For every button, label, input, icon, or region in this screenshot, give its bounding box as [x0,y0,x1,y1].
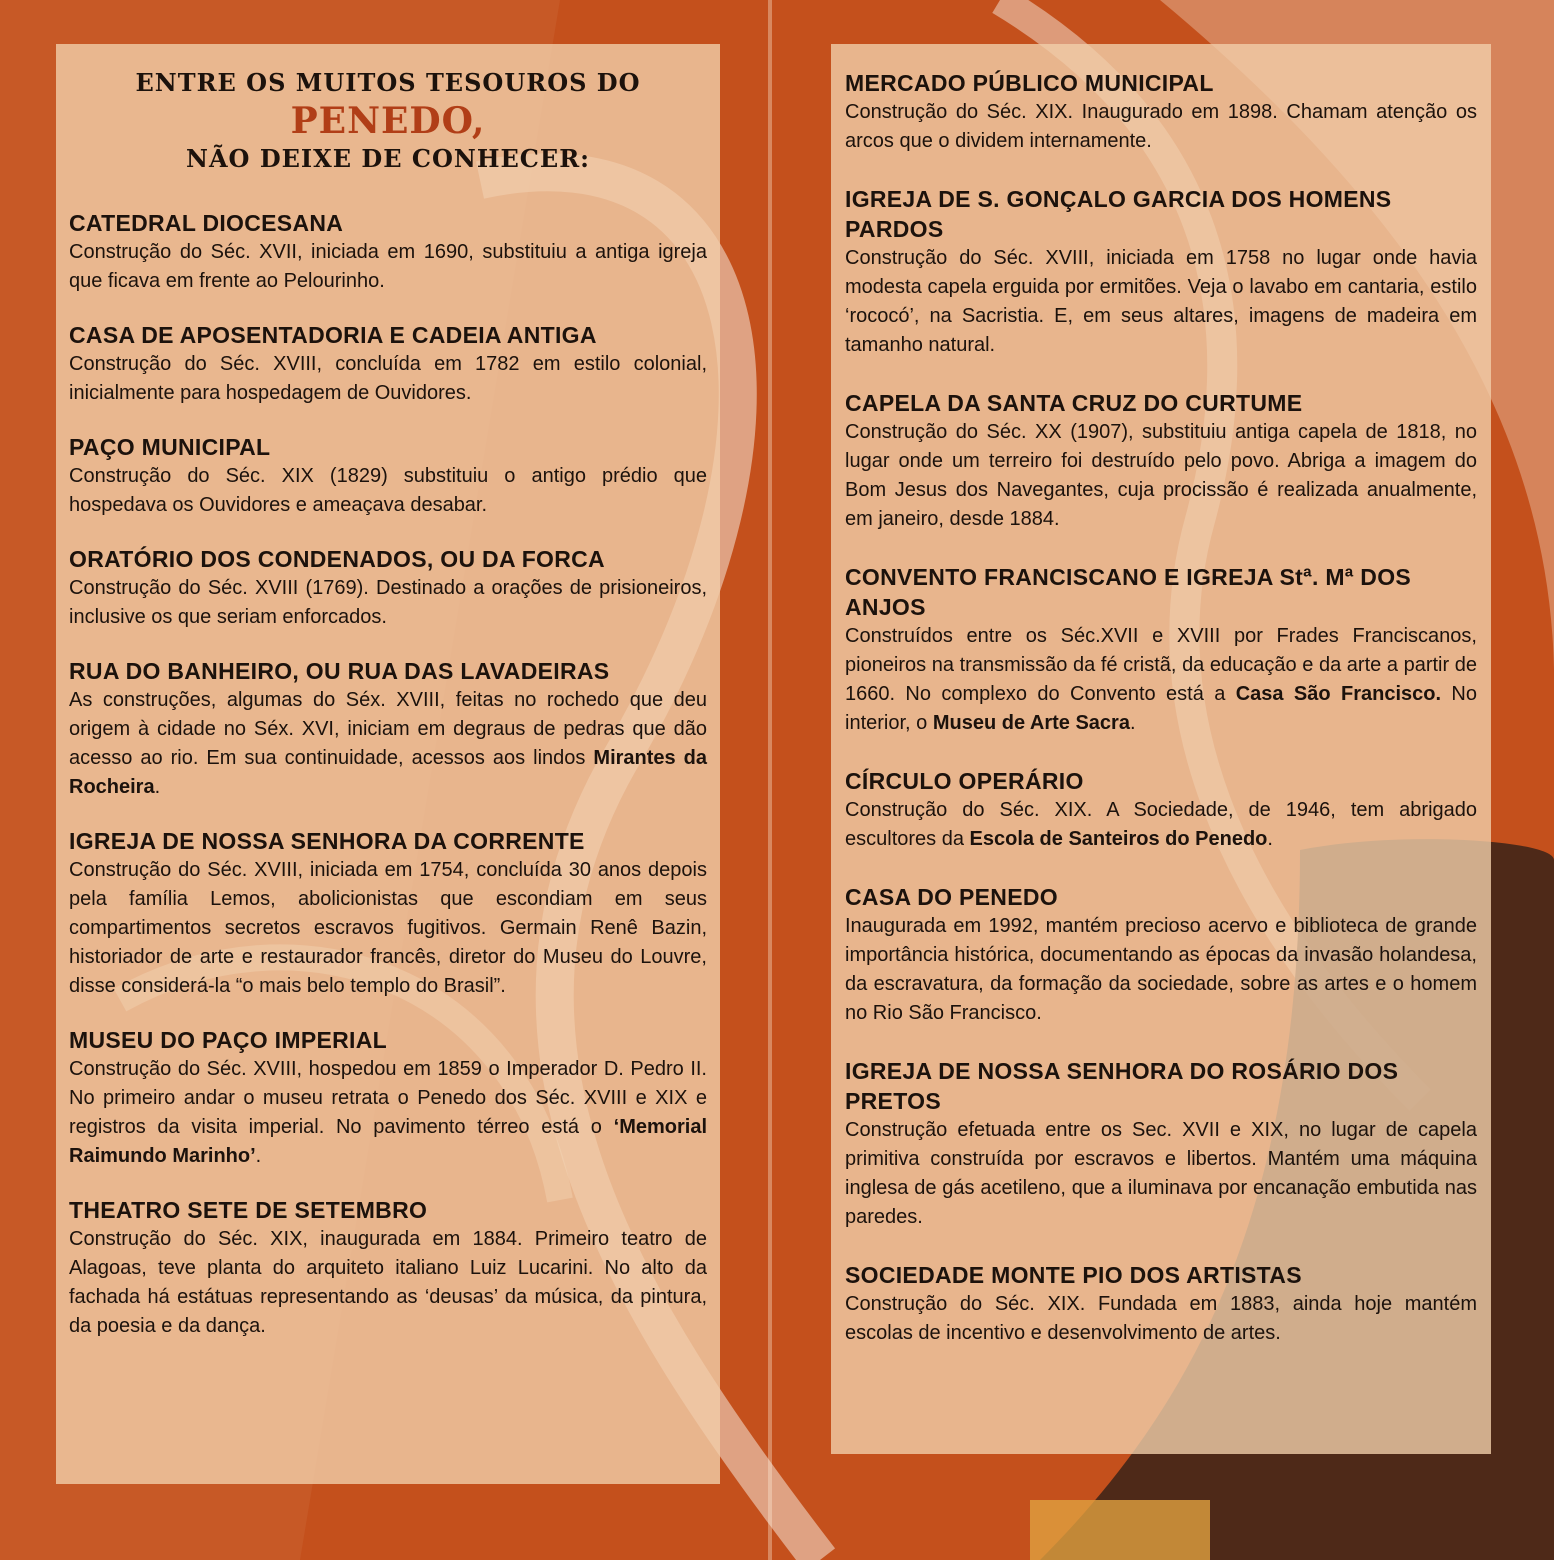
landmark-description [845,796,1477,854]
description-text: Construção do Séc. XIX. Inaugurado em 1898. Chamam atenção os arcos que o dividem internamente. [845,101,1477,152]
intro-line-3: NÃO DEIXE DE CONHECER: [186,144,590,173]
landmark-title: CONVENTO FRANCISCANO E IGREJA Stª. Mª DOS ANJOS [845,564,1412,620]
description-text: No interior, o [845,683,1477,734]
landmark-title: ORATÓRIO DOS CONDENADOS, OU DA FORCA [69,546,605,572]
left-entry-list [69,208,707,1341]
landmark-description [845,912,1477,1028]
landmark-description [845,1116,1477,1232]
intro-line-1: ENTRE OS MUITOS TESOUROS DO [135,68,641,97]
description-text: Construção efetuada entre os Sec. XVII e XIX, no lugar de capela primitiva construída por escravos e libertos. Mantém uma máquina inglesa de gás acetileno, que a iluminava por encanação embutida nas paredes. [845,1119,1477,1228]
landmark-entry [845,562,1477,738]
landmark-title: THEATRO SETE DE SETEMBRO [69,1197,428,1223]
landmark-title: CATEDRAL DIOCESANA [69,210,344,236]
highlighted-name: ‘Memorial Raimundo Marinho’ [69,1116,707,1167]
landmark-entry [845,1056,1477,1232]
landmark-title: RUA DO BANHEIRO, OU RUA DAS LAVADEIRAS [69,658,610,684]
landmark-description [845,418,1477,534]
landmark-title: IGREJA DE NOSSA SENHORA DA CORRENTE [69,828,585,854]
landmark-entry [69,208,707,296]
intro-town-name: PENEDO, [290,100,486,142]
brochure-fold-line [768,0,772,1560]
description-text: Construção do Séc. XIX. Fundada em 1883, ainda hoje mantém escolas de incentivo e desenvolvimento de artes. [845,1293,1477,1344]
landmark-entry [845,882,1477,1028]
description-text: Construção do Séc. XVII, iniciada em 1690, substituiu a antiga igreja que ficava em frente ao Pelourinho. [69,241,707,292]
description-text: Construção do Séc. XVIII, iniciada em 1758 no lugar onde havia modesta capela erguida por ermitões. Veja o lavabo em cantaria, estilo ‘rococó’, na Sacristia. E, em seus altares, imagens de madeira em tamanho natural. [845,247,1477,356]
landmark-entry [845,184,1477,360]
landmark-entry [69,432,707,520]
description-text: Construção do Séc. XVIII, hospedou em 1859 o Imperador D. Pedro II. No primeiro andar o museu retrata o Penedo dos Séc. XVIII e XIX e registros da visita imperial. No pavimento térreo está o [69,1058,707,1138]
landmark-description [69,238,707,296]
landmark-entry [69,544,707,632]
description-text: Inaugurada em 1992, mantém precioso acervo e biblioteca de grande importância histórica, documentando as épocas da invasão holandesa, da escravatura, da formação da sociedade, sobre as artes e o homem no Rio São Francisco. [845,915,1477,1024]
landmark-title: CÍRCULO OPERÁRIO [845,768,1084,794]
description-text: . [1129,712,1136,734]
landmark-title: CAPELA DA SANTA CRUZ DO CURTUME [845,390,1303,416]
description-text: Construção do Séc. XIX. A Sociedade, de 1946, tem abrigado escultores da [845,799,1477,850]
landmark-entry [69,320,707,408]
landmark-entry [69,656,707,802]
landmark-description [69,856,707,1001]
description-text: . [255,1145,262,1167]
description-text: Construção do Séc. XVIII, concluída em 1782 em estilo colonial, inicialmente para hospedagem de Ouvidores. [69,353,707,404]
description-text: . [1267,828,1273,850]
highlighted-name: Museu de Arte Sacra [932,712,1130,734]
landmark-description [69,686,707,802]
right-panel [831,44,1491,1454]
landmark-title: MUSEU DO PAÇO IMPERIAL [69,1027,387,1053]
landmark-description [845,1290,1477,1348]
landmark-title: SOCIEDADE MONTE PIO DOS ARTISTAS [845,1262,1302,1288]
landmark-entry [845,68,1477,156]
description-text: Construção do Séc. XVIII (1769). Destinado a orações de prisioneiros, inclusive os que seriam enforcados. [69,577,707,628]
landmark-description [69,574,707,632]
description-text: As construções, algumas do Séx. XVIII, feitas no rochedo que deu origem à cidade no Séx. XVI, iniciam em degraus de pedras que dão acesso ao rio. Em sua continuidade, acessos aos lindos [69,689,707,769]
landmark-title: CASA DE APOSENTADORIA E CADEIA ANTIGA [69,322,597,348]
landmark-entry [69,1025,707,1171]
description-text: Construção do Séc. XIX (1829) substituiu o antigo prédio que hospedava os Ouvidores e ameaçava desabar. [69,465,707,516]
landmark-entry [69,826,707,1001]
right-entry-list [845,68,1477,1348]
description-text: Construção do Séc. XIX, inaugurada em 1884. Primeiro teatro de Alagoas, teve planta do arquiteto italiano Luiz Lucarini. No alto da fachada há estátuas representando as ‘deusas’ da música, da pintura, da poesia e da dança. [69,1228,707,1337]
landmark-entry [845,766,1477,854]
description-text: Construção do Séc. XX (1907), substituiu antiga capela de 1818, no lugar onde um terreiro foi destruído pelo povo. Abriga a imagem do Bom Jesus dos Navegantes, cuja procissão é realizada anualmente, em janeiro, desde 1884. [845,421,1477,530]
description-text: . [154,776,161,798]
landmark-description [69,350,707,408]
landmark-description [69,1225,707,1341]
landmark-title: IGREJA DE NOSSA SENHORA DO ROSÁRIO DOS PRETOS [845,1058,1399,1114]
landmark-title: PAÇO MUNICIPAL [69,434,271,460]
landmark-entry [845,388,1477,534]
description-text: Construção do Séc. XVIII, iniciada em 1754, concluída 30 anos depois pela família Lemos, abolicionistas que escondiam em seus compartimentos secretos escravos fugitivos. Germain Renê Bazin, historiador de arte e restaurador francês, diretor do Museu do Louvre, disse considerá-la “o mais belo templo do Brasil”. [69,859,707,997]
landmark-description [69,1055,707,1171]
landmark-entry [69,1195,707,1341]
landmark-description [845,244,1477,360]
landmark-description [845,98,1477,156]
highlighted-name: Casa São Francisco. [1235,683,1442,705]
highlighted-name: Mirantes da Rocheira [69,747,707,798]
landmark-title: MERCADO PÚBLICO MUNICIPAL [845,70,1214,96]
landmark-title: CASA DO PENEDO [845,884,1058,910]
landmark-description [845,622,1477,738]
description-text: Construídos entre os Séc.XVII e XVIII por Frades Franciscanos, pioneiros na transmissão da fé cristã, da educação e da arte a partir de 1660. No complexo do Convento está a [845,625,1477,705]
landmark-description [69,462,707,520]
left-panel [56,44,720,1484]
intro-heading [69,66,707,176]
landmark-entry [845,1260,1477,1348]
landmark-title: IGREJA DE S. GONÇALO GARCIA DOS HOMENS PARDOS [845,186,1392,242]
highlighted-name: Escola de Santeiros do Penedo [969,828,1268,850]
